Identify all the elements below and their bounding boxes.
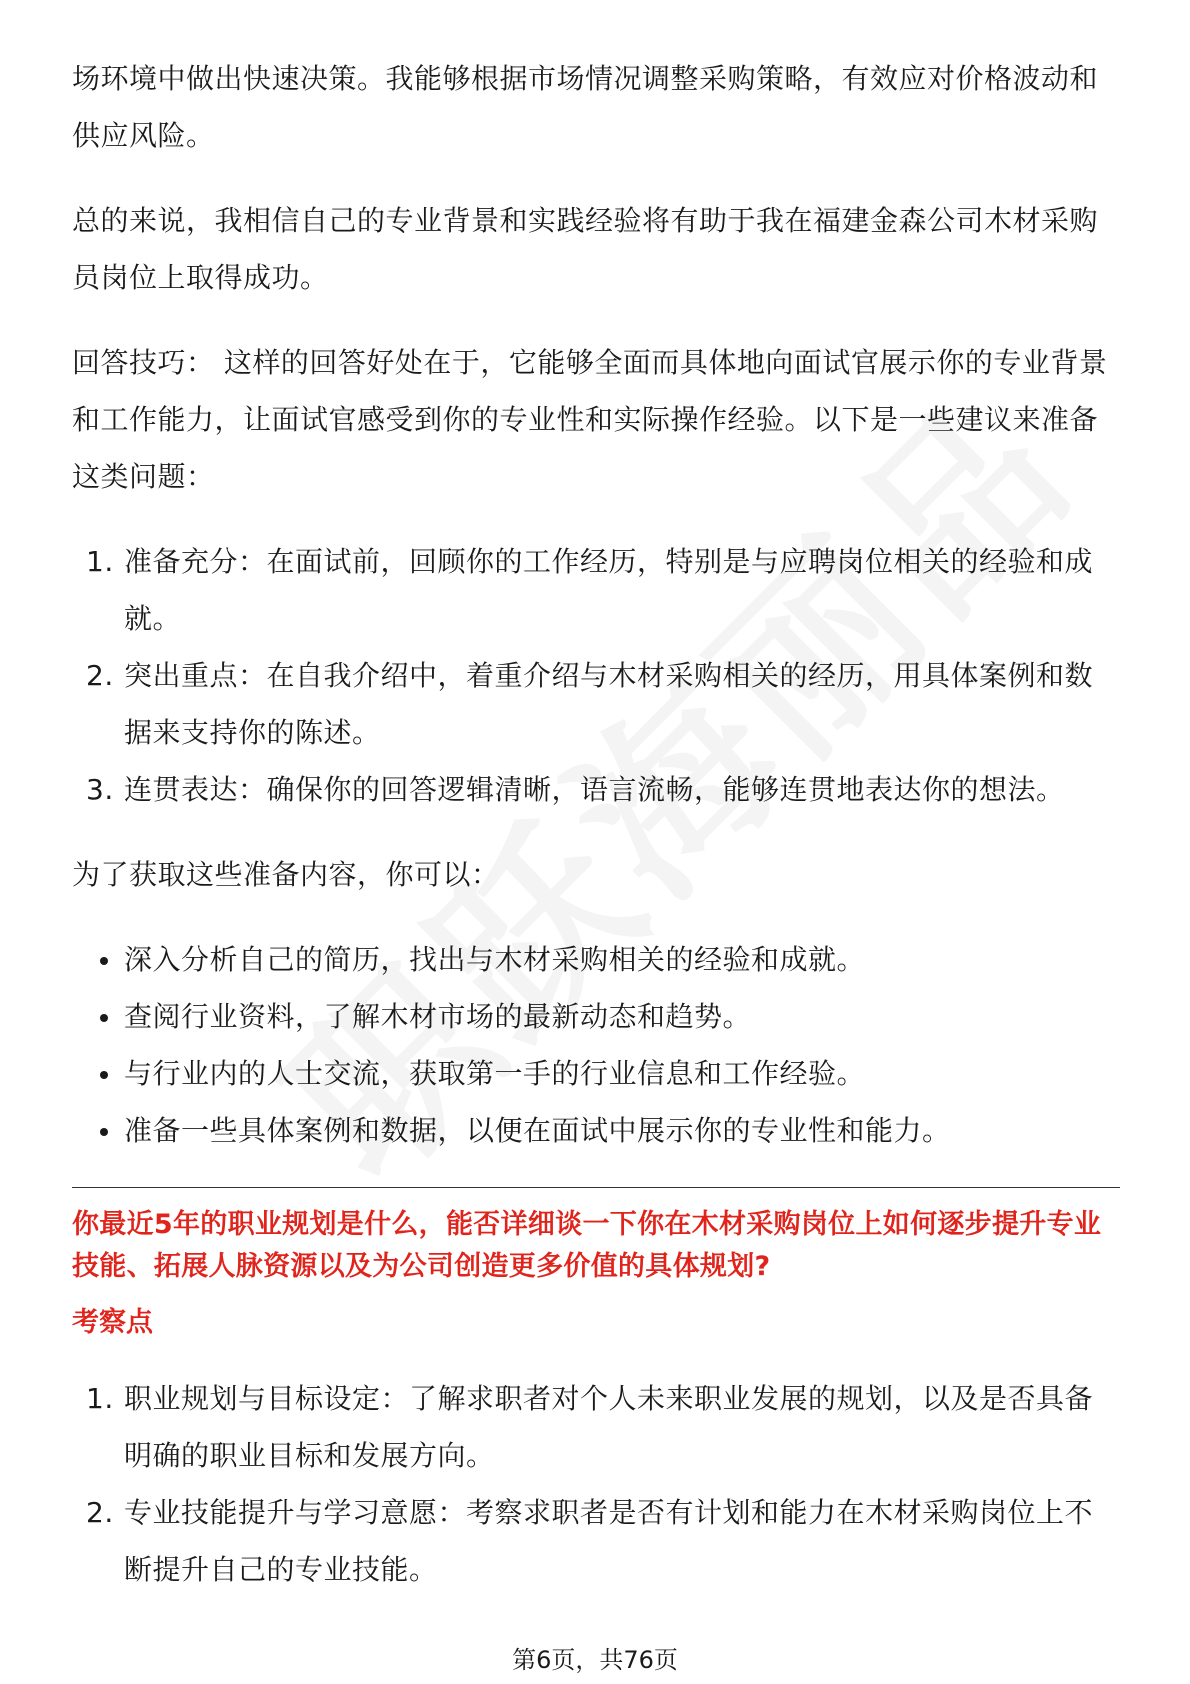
list-item-text: 查阅行业资料，了解木材市场的最新动态和趋势。 (124, 1000, 752, 1033)
list-number: 2. (86, 1496, 114, 1529)
list-item-text: 深入分析自己的简历，找出与木材采购相关的经验和成就。 (124, 943, 866, 976)
list-number: 1. (86, 1382, 114, 1415)
paragraph-answer-tips: 回答技巧： 这样的回答好处在于，它能够全面而具体地向面试官展示你的专业背景和工作能力，让面试官感受到你的专业性和实际操作经验。以下是一些建议来准备这类问题： (72, 346, 1108, 493)
list-item-text: 连贯表达：确保你的回答逻辑清晰，语言流畅，能够连贯地表达你的想法。 (124, 773, 1065, 806)
question-heading: 你最近5年的职业规划是什么，能否详细谈一下你在木材采购岗位上如何逐步提升专业技能、拓展人脉资源以及为公司创造更多价值的具体规划? (72, 1209, 1102, 1282)
document-page (72, 50, 1120, 1626)
tips-list (72, 533, 1120, 818)
list-item-text: 职业规划与目标设定：了解求职者对个人未来职业发展的规划，以及是否具备明确的职业目标和发展方向。 (124, 1382, 1094, 1472)
section-divider (72, 1187, 1120, 1188)
prep-list (72, 931, 1120, 1159)
list-item (72, 931, 1120, 988)
list-item (72, 1370, 1120, 1484)
page-footer: 第6页，共76页 (512, 1646, 678, 1674)
list-item (72, 647, 1120, 761)
list-item (72, 988, 1120, 1045)
list-item (72, 533, 1120, 647)
list-item-text: 准备一些具体案例和数据，以便在面试中展示你的专业性和能力。 (124, 1114, 951, 1147)
list-number: 1. (86, 545, 114, 578)
list-item-text: 准备充分：在面试前，回顾你的工作经历，特别是与应聘岗位相关的经验和成就。 (124, 545, 1094, 635)
list-number: 2. (86, 659, 114, 692)
list-item (72, 761, 1120, 818)
list-item-text: 专业技能提升与学习意愿：考察求职者是否有计划和能力在木材采购岗位上不断提升自己的专业技能。 (124, 1496, 1094, 1586)
list-item (72, 1102, 1120, 1159)
assessment-heading: 考察点 (72, 1307, 153, 1338)
bullet-icon (100, 957, 108, 965)
list-item (72, 1045, 1120, 1102)
bullet-icon (100, 1014, 108, 1022)
paragraph-2: 总的来说，我相信自己的专业背景和实践经验将有助于我在福建金森公司木材采购员岗位上取得成功。 (72, 204, 1099, 294)
bullet-icon (100, 1071, 108, 1079)
paragraph-1: 场环境中做出快速决策。我能够根据市场情况调整采购策略，有效应对价格波动和供应风险。 (72, 62, 1099, 152)
list-item (72, 1484, 1120, 1598)
list-item-text: 突出重点：在自我介绍中，着重介绍与木材采购相关的经历，用具体案例和数据来支持你的陈述。 (124, 659, 1094, 749)
list-number: 3. (86, 773, 114, 806)
prep-intro: 为了获取这些准备内容，你可以： (72, 858, 500, 891)
list-item-text: 与行业内的人士交流，获取第一手的行业信息和工作经验。 (124, 1057, 866, 1090)
bullet-icon (100, 1128, 108, 1136)
assessment-list (72, 1370, 1120, 1598)
